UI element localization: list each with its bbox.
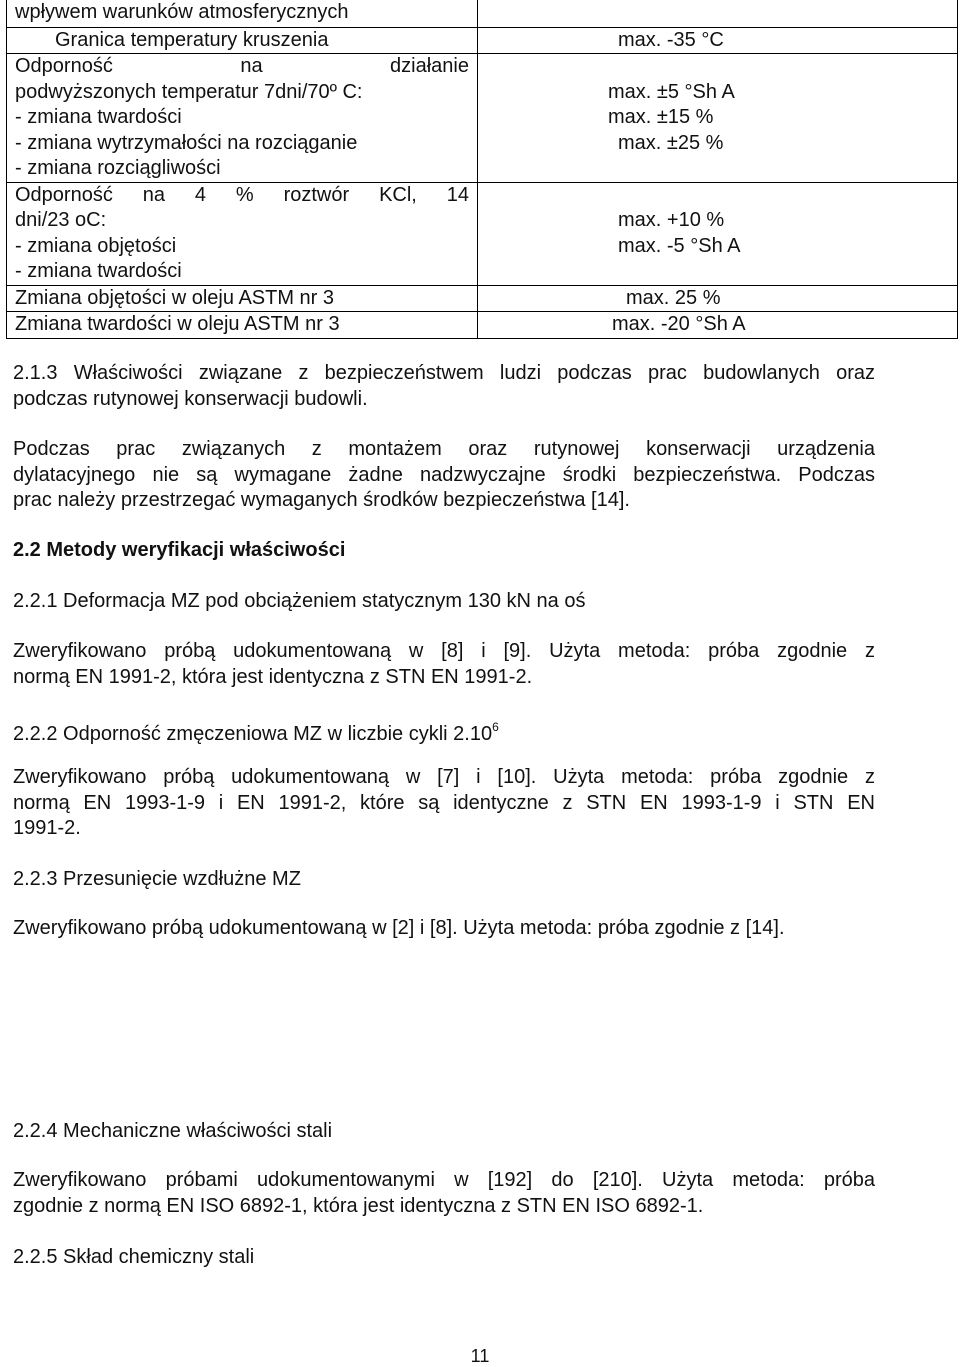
section-2-2-5-heading: 2.2.5 Skład chemiczny stali <box>13 1246 255 1268</box>
paragraph-line: Zweryfikowano próbą udokumentowaną w [7] i [10]. Użyta metoda: próba zgodnie z <box>13 766 875 788</box>
table-row <box>7 285 958 312</box>
cell-value: max. -20 °Sh A <box>612 313 746 335</box>
table-cell <box>7 182 478 285</box>
superscript: 6 <box>492 720 499 734</box>
section-2-2-3-paragraph <box>13 916 875 942</box>
cell-text: - zmiana twardości <box>15 260 182 282</box>
heading-line: podczas rutynowej konserwacji budowli. <box>13 387 368 410</box>
cell-value: max. ±5 °Sh A <box>608 80 735 103</box>
section-2-2-1-heading: 2.2.1 Deformacja MZ pod obciążeniem statycznym 130 kN na oś <box>13 590 586 612</box>
paragraph-line: Zweryfikowano próbą udokumentowaną w [8] i [9]. Użyta metoda: próba zgodnie z <box>13 640 875 662</box>
section-2-2-1-paragraph <box>13 639 875 690</box>
table-cell <box>7 0 478 27</box>
table-row <box>7 54 958 183</box>
table-cell <box>478 312 958 339</box>
paragraph-line: prac należy przestrzegać wymaganych środków bezpieczeństwa [14]. <box>13 489 630 511</box>
paragraph-line: normą EN 1991-2, która jest identyczna z STN EN 1991-2. <box>13 665 533 688</box>
paragraph-line: normą EN 1993-1-9 i EN 1991-2, które są identyczne z STN EN 1993-1-9 i STN EN <box>13 791 875 814</box>
table-cell <box>7 54 478 183</box>
section-2-1-3-heading <box>13 361 875 412</box>
table-cell <box>7 285 478 312</box>
paragraph-line: 1991-2. <box>13 817 81 839</box>
cell-text: dni/23 oC: <box>15 209 107 231</box>
cell-text: Zmiana objętości w oleju ASTM nr 3 <box>15 286 335 309</box>
cell-text: podwyższonych temperatur 7dni/70º C: <box>15 80 363 103</box>
paragraph-line: Podczas prac związanych z montażem oraz rutynowej konserwacji urządzenia <box>13 438 875 460</box>
table-row <box>7 0 958 27</box>
cell-text: - zmiana objętości <box>15 234 177 257</box>
cell-value: max. -35 °C <box>618 28 724 51</box>
table-row <box>7 182 958 285</box>
table-cell <box>478 54 958 183</box>
cell-text: Granica temperatury kruszenia <box>55 28 329 51</box>
cell-text: wpływem warunków atmosferycznych <box>15 1 349 23</box>
table-row <box>7 27 958 54</box>
cell-text: - zmiana rozciągliwości <box>15 157 221 179</box>
properties-table <box>6 0 958 339</box>
heading-line: 2.1.3 Właściwości związane z bezpieczeństwem ludzi podczas prac budowlanych oraz <box>13 362 875 384</box>
cell-text: - zmiana wytrzymałości na rozciąganie <box>15 131 358 154</box>
table-row <box>7 312 958 339</box>
paragraph-line: Zweryfikowano próbami udokumentowanymi w [192] do [210]. Użyta metoda: próba <box>13 1169 875 1191</box>
section-2-2-heading: 2.2 Metody weryfikacji właściwości <box>13 539 346 561</box>
safety-paragraph <box>13 437 875 514</box>
cell-value: max. ±25 % <box>618 131 724 154</box>
table-cell <box>7 27 478 54</box>
table-cell <box>7 312 478 339</box>
cell-text: - zmiana twardości <box>15 106 182 128</box>
cell-text: Odporność na 4 % roztwór KCl, 14 <box>15 183 469 206</box>
heading-text: 2.2.2 Odporność zmęczeniowa MZ w liczbie cykli 2.10 <box>13 723 493 745</box>
page-number: 11 <box>470 1346 490 1366</box>
section-2-2-4-heading: 2.2.4 Mechaniczne właściwości stali <box>13 1120 333 1142</box>
paragraph-line: zgodnie z normą EN ISO 6892-1, która jest identyczna z STN EN ISO 6892-1. <box>13 1194 704 1217</box>
cell-text: Zmiana twardości w oleju ASTM nr 3 <box>15 313 340 335</box>
cell-value: max. ±15 % <box>608 106 714 128</box>
table-cell <box>478 0 958 27</box>
table-cell <box>478 285 958 312</box>
section-2-2-2-paragraph <box>13 765 875 842</box>
paragraph-line: dylatacyjnego nie są wymagane żadne nadzwyczajne środki bezpieczeństwa. Podczas <box>13 463 875 486</box>
cell-text: Odporność na działanie <box>15 55 469 77</box>
cell-value: max. +10 % <box>618 209 725 231</box>
section-2-2-4-paragraph <box>13 1168 875 1219</box>
cell-value: max. -5 °Sh A <box>618 234 741 257</box>
section-2-2-2-heading <box>13 715 499 747</box>
section-2-2-3-heading: 2.2.3 Przesunięcie wzdłużne MZ <box>13 868 301 890</box>
table-cell <box>478 27 958 54</box>
paragraph-line: Zweryfikowano próbą udokumentowaną w [2] i [8]. Użyta metoda: próba zgodnie z [14]. <box>13 917 785 939</box>
table-cell <box>478 182 958 285</box>
cell-value: max. 25 % <box>626 286 721 309</box>
